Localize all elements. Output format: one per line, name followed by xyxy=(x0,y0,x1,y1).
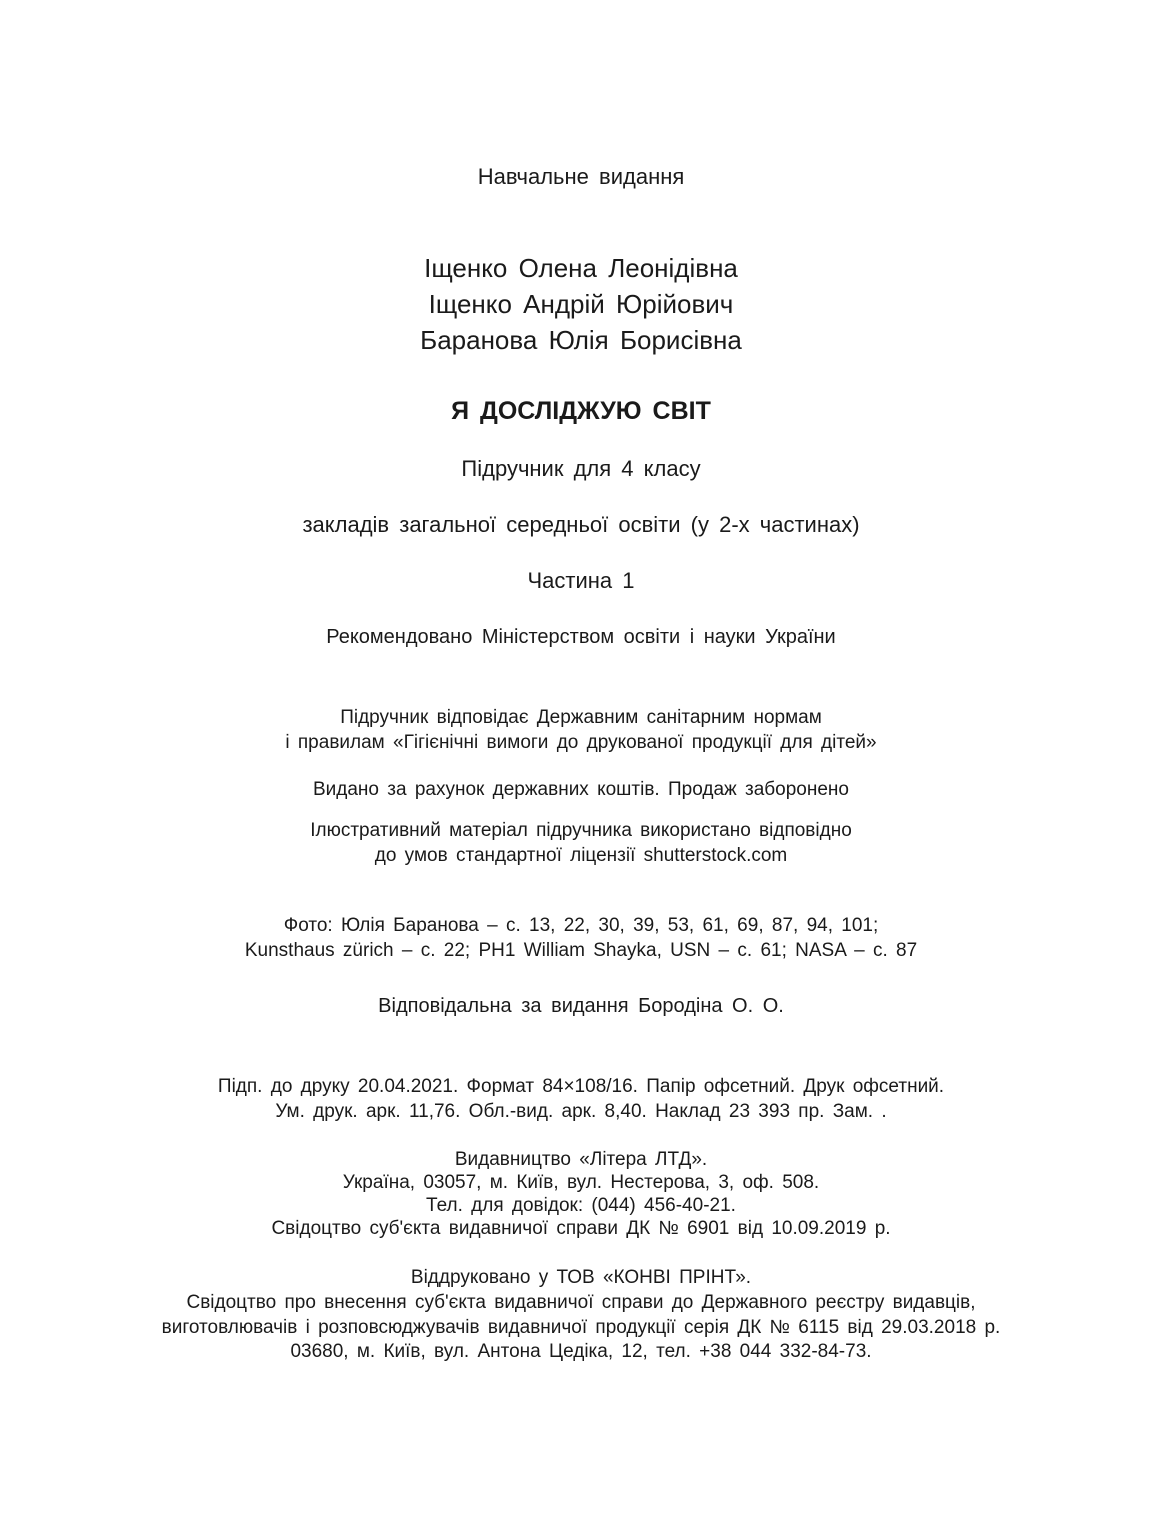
photo-credits-line-2: Kunsthaus zürich – с. 22; PH1 William Shayka, USN – с. 61; NASA – с. 87 xyxy=(244,940,918,961)
publisher-name: Видавництво «Літера ЛТД». xyxy=(454,1149,708,1170)
publisher-certificate: Свідоцтво суб'єкта видавничої справи ДК № 6901 від 10.09.2019 р. xyxy=(271,1218,891,1239)
printer-certificate-line-1: Свідоцтво про внесення суб'єкта видавничої справи до Державного реєстру видавців, xyxy=(186,1292,976,1313)
subtitle-schools: закладів загальної середньої освіти (у 2-х частинах) xyxy=(302,512,860,537)
publisher-address: Україна, 03057, м. Київ, вул. Нестерова, 3, оф. 508. xyxy=(342,1172,820,1193)
part-number: Частина 1 xyxy=(527,568,635,593)
license-line-2: до умов стандартної ліцензії shutterstock.com xyxy=(374,845,788,866)
license-line-1: Ілюстративний матеріал підручника використано відповідно xyxy=(310,820,852,841)
sanitary-line-1: Підручник відповідає Державним санітарним нормам xyxy=(340,707,822,728)
funding-note: Видано за рахунок державних коштів. Продаж заборонено xyxy=(312,779,849,800)
author-2: Іщенко Андрій Юрійович xyxy=(428,289,734,319)
sanitary-line-2: і правилам «Гігієнічні вимоги до друкованої продукції для дітей» xyxy=(285,732,877,753)
edition-type: Навчальне видання xyxy=(477,164,685,189)
author-1: Іщенко Олена Леонідівна xyxy=(424,253,738,283)
author-3: Баранова Юлія Борисівна xyxy=(420,325,742,355)
ministry-recommendation: Рекомендовано Міністерством освіти і науки України xyxy=(326,626,836,648)
photo-credits-line-1: Фото: Юлія Баранова – с. 13, 22, 30, 39, 53, 61, 69, 87, 94, 101; xyxy=(283,915,879,936)
book-title: Я ДОСЛІДЖУЮ СВІТ xyxy=(451,397,711,425)
printer-name: Віддруковано у ТОВ «КОНВІ ПРІНТ». xyxy=(410,1267,752,1288)
printer-certificate-line-2: виготовлювачів і розповсюджувачів видавничої продукції серія ДК № 6115 від 29.03.2018 р. xyxy=(161,1317,1001,1338)
responsible-editor: Відповідальна за видання Бородіна О. О. xyxy=(378,995,784,1017)
print-details-line-1: Підп. до друку 20.04.2021. Формат 84×108/16. Папір офсетний. Друк офсетний. xyxy=(217,1076,945,1097)
subtitle-grade: Підручник для 4 класу xyxy=(461,456,701,481)
publisher-phone: Тел. для довідок: (044) 456-40-21. xyxy=(426,1195,736,1216)
print-details-line-2: Ум. друк. арк. 11,76. Обл.-вид. арк. 8,40. Наклад 23 393 пр. Зам. . xyxy=(275,1101,887,1122)
printer-address: 03680, м. Київ, вул. Антона Цедіка, 12, тел. +38 044 332-84-73. xyxy=(290,1341,872,1362)
